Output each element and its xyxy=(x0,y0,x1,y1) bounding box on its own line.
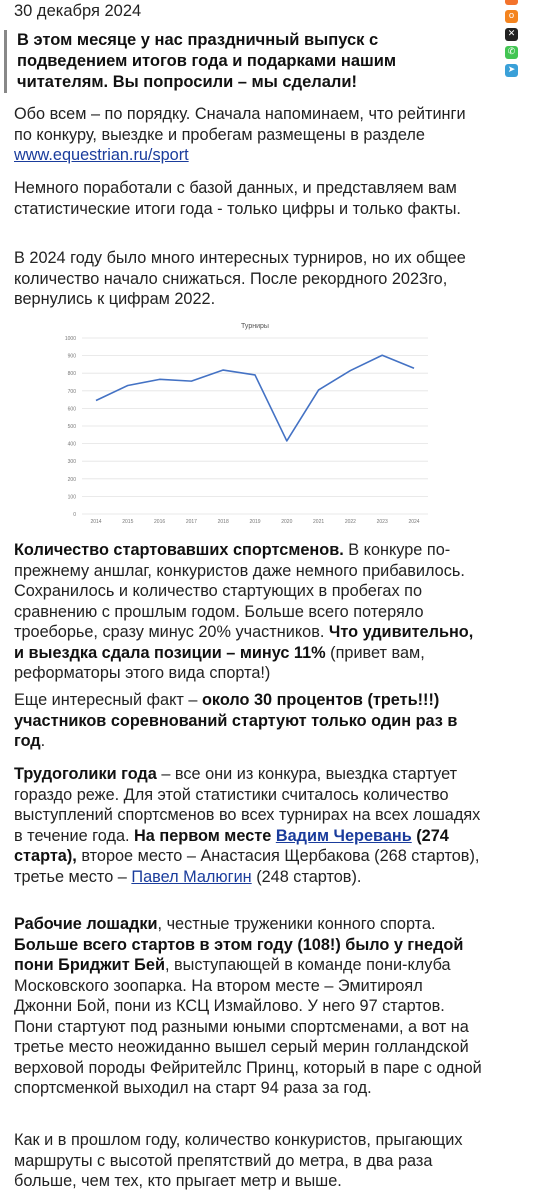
y-tick-label: 500 xyxy=(67,424,76,430)
odnoklassniki-share-icon[interactable]: o xyxy=(505,10,518,23)
x-tick-label: 2023 xyxy=(376,519,388,525)
x-tick-label: 2024 xyxy=(408,519,420,525)
y-tick-label: 100 xyxy=(67,494,76,501)
series-line xyxy=(96,355,414,441)
y-tick-label: 200 xyxy=(67,476,76,483)
share-bar xyxy=(505,0,519,82)
paragraph-text: Обо всем – по порядку. Сначала напоминаем, что рейтинги по конкуру, выездке и пробегам размещены в разделе xyxy=(14,105,466,144)
paragraph-tournaments: В 2024 году было много интересных турниров, но их общее количество начало снижаться. После рекордного 2023го, вернулись к цифрам 2022. xyxy=(14,249,466,308)
lead-quote: В этом месяце у нас праздничный выпуск с подведением итогов года и подарками нашим читателям. Вы попросили – мы сделали! xyxy=(4,30,483,93)
paragraph-workaholics: Трудоголики года – все они из конкура, выездка стартует гораздо реже. Для этой статистики считалось количество выступлений спортсменов во всех турнирах на всех лошадях в течение года. На первом месте Вадим Черевань (274 старта), второе место – Анастасия Щербакова (268 стартов), третье место – Павел Малюгин (248 стартов). xyxy=(14,765,481,886)
paragraph-athletes: Количество стартовавших спортсменов. В конкуре по-прежнему аншлаг, конкуристов даже немного прибавилось. Сохранилось и количество стартующих в пробегах по сравнению с прошлым годом. Больше всего потеряло троеборье, сразу минус 20% участников. Что удивительно, и выездка сдала позиции – минус 11% (привет вам, реформаторы этого вида спорта!) xyxy=(14,541,474,682)
y-tick-label: 700 xyxy=(67,388,76,395)
x-tick-label: 2017 xyxy=(185,519,197,525)
x-tick-label: 2014 xyxy=(90,519,102,525)
x-tick-label: 2019 xyxy=(249,519,261,525)
whatsapp-share-icon[interactable]: ✆ xyxy=(505,46,518,59)
x-tick-label: 2021 xyxy=(313,519,325,525)
x-tick-label: 2015 xyxy=(122,519,134,525)
vk-share-icon[interactable] xyxy=(505,0,518,5)
paragraph-horses: Рабочие лошадки, честные труженики конного спорта. Больше всего стартов в этом году (108!) было у гнедой пони Бриджит Бей, выступающей в команде пони-клуба Московского зоопарка. На втором месте – Эмитироял Джонни Бой, пони из КСЦ Измайлово. У него 97 стартов. Пони стартуют под разными юными спортсменами, а вот на третье место неожиданно вышел серый мерин голландской верховой породы Фейритейлс Принц, который в паре с одной спортсменкой выходил на старт 94 раза за год. xyxy=(14,915,482,1097)
y-tick-label: 800 xyxy=(67,371,76,378)
y-tick-label: 900 xyxy=(67,353,76,360)
x-tick-label: 2016 xyxy=(154,519,166,525)
rider-link-malyugin[interactable]: Павел Малюгин xyxy=(131,867,252,886)
paragraph-database: Немного поработали с базой данных, и представляем вам статистические итоги года - только цифры и только факты. xyxy=(14,179,461,218)
y-tick-label: 300 xyxy=(67,459,76,466)
x-tick-label: 2018 xyxy=(217,519,229,525)
paragraph-jumpers: Как и в прошлом году, количество конкуристов, прыгающих маршруты с высотой препятствий до метра, в два раза больше, чем тех, кто прыгает метр и выше. xyxy=(14,1131,463,1190)
y-tick-label: 400 xyxy=(67,441,76,448)
paragraph-ratings xyxy=(14,104,484,166)
sport-section-link[interactable]: www.equestrian.ru/sport xyxy=(14,146,189,164)
x-tick-label: 2022 xyxy=(344,519,356,525)
chart-title: Турниры xyxy=(241,323,269,330)
x-tick-label: 2020 xyxy=(281,519,293,525)
x-share-icon[interactable]: ✕ xyxy=(505,28,518,41)
y-tick-label: 1000 xyxy=(64,336,76,342)
tournaments-chart xyxy=(56,318,438,530)
telegram-share-icon[interactable]: ➤ xyxy=(505,64,518,77)
y-tick-label: 600 xyxy=(67,406,76,413)
rider-link-cherevan[interactable]: Вадим Черевань xyxy=(275,826,412,845)
paragraph-one-start: Еще интересный факт – около 30 процентов (треть!!!) участников соревнований стартуют только один раз в год. xyxy=(14,691,458,750)
y-tick-label: 0 xyxy=(73,512,76,518)
article-date: 30 декабря 2024 xyxy=(14,2,142,20)
